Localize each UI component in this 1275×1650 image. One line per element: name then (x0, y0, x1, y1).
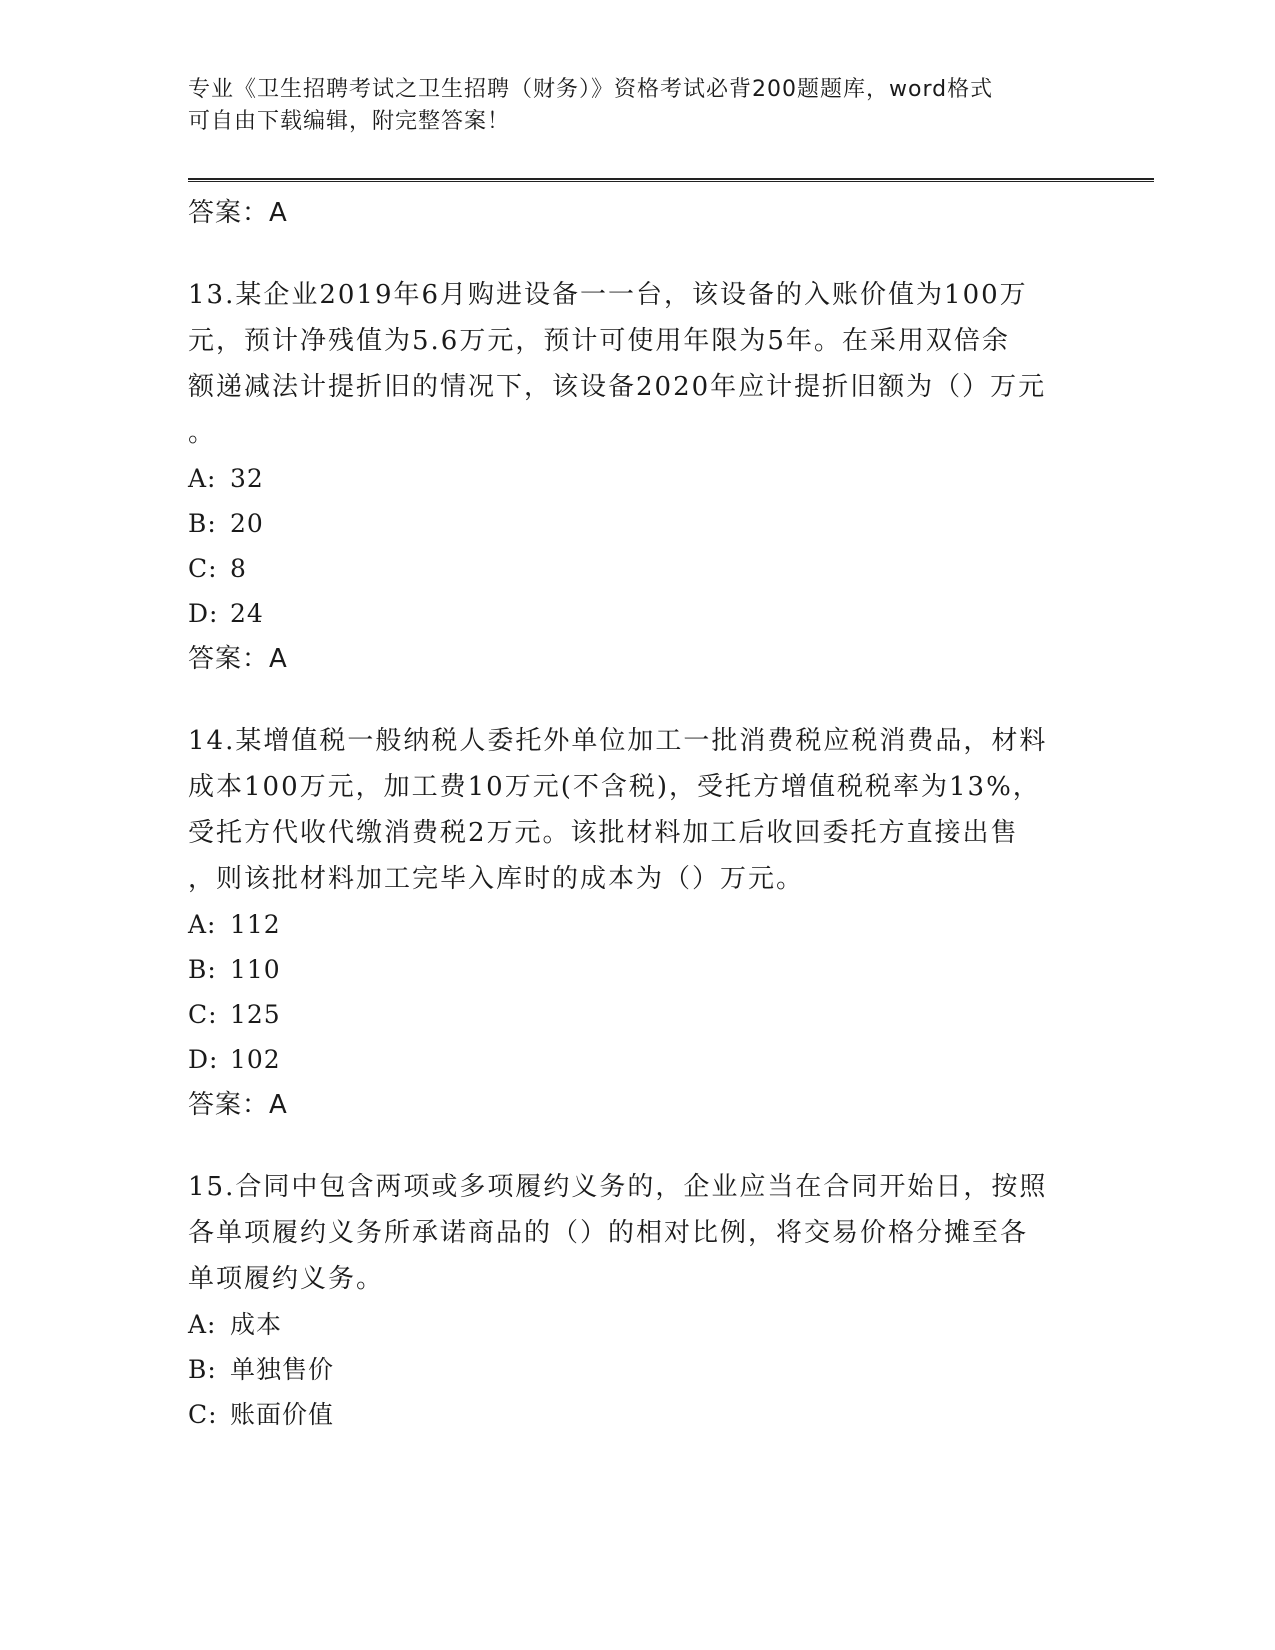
question-line: 成本100万元，加工费10万元(不含税)，受托方增值税税率为13%， (188, 772, 1041, 802)
question-line: 单项履约义务。 (188, 1264, 385, 1294)
question-line: 15.合同中包含两项或多项履约义务的，企业应当在合同开始日，按照 (188, 1172, 1048, 1202)
option-b (188, 501, 1078, 546)
option-letter: A: (188, 1310, 217, 1339)
header-line-2: 可自由下载编辑，附完整答案！ (188, 109, 511, 134)
question-block (188, 272, 1078, 682)
answer-label: 答案：A (188, 644, 288, 674)
option-letter: B: (188, 509, 217, 538)
option-text: 成本 (230, 1310, 283, 1339)
question-line: 元，预计净残值为5.6万元，预计可使用年限为5年。在采用双倍余 (188, 326, 1010, 356)
option-a (188, 902, 1078, 947)
answer-label: 答案：A (188, 1090, 288, 1120)
option-text: 112 (230, 910, 281, 939)
question-line: 各单项履约义务所承诺商品的（）的相对比例，将交易价格分摊至各 (188, 1218, 1029, 1248)
header-line-1: 专业《卫生招聘考试之卫生招聘（财务）》资格考试必背200题题库，word格式 (188, 77, 994, 102)
question-line: 额递减法计提折旧的情况下，该设备2020年应计提折旧额为（）万元 (188, 372, 1047, 402)
option-letter: D: (188, 599, 219, 628)
option-letter: A: (188, 464, 217, 493)
option-text: 24 (230, 599, 264, 628)
question-line: 13.某企业2019年6月购进设备一一台，该设备的入账价值为100万 (188, 280, 1028, 310)
option-d (188, 1037, 1078, 1082)
option-letter: D: (188, 1045, 219, 1074)
question-line: 。 (188, 418, 217, 448)
question-line: 受托方代收代缴消费税2万元。该批材料加工后收回委托方直接出售 (188, 818, 1019, 848)
question-block (188, 1164, 1078, 1437)
option-letter: B: (188, 955, 217, 984)
option-c (188, 992, 1078, 1037)
question-line: ，则该批材料加工完毕入库时的成本为（）万元。 (188, 864, 805, 894)
spacer (188, 1128, 1078, 1164)
option-b (188, 947, 1078, 992)
question-text (188, 718, 1078, 902)
option-text: 单独售价 (230, 1355, 335, 1384)
option-letter: C: (188, 1000, 218, 1029)
header-divider (188, 178, 1154, 182)
option-text: 8 (230, 554, 247, 583)
spacer (188, 236, 1078, 272)
question-block (188, 718, 1078, 1128)
option-c (188, 1392, 1078, 1437)
page-header (188, 74, 1088, 138)
option-text: 20 (230, 509, 264, 538)
question-text (188, 1164, 1078, 1302)
option-text: 110 (230, 955, 281, 984)
option-text: 32 (230, 464, 264, 493)
question-text (188, 272, 1078, 456)
option-b (188, 1347, 1078, 1392)
answer-label: 答案：A (188, 198, 288, 228)
question-line: 14.某增值税一般纳税人委托外单位加工一批消费税应税消费品，材料 (188, 726, 1048, 756)
option-c (188, 546, 1078, 591)
document-body (188, 190, 1078, 1437)
option-letter: C: (188, 554, 218, 583)
option-text: 账面价值 (230, 1400, 335, 1429)
option-text: 125 (230, 1000, 281, 1029)
option-letter: A: (188, 910, 217, 939)
option-letter: C: (188, 1400, 218, 1429)
option-letter: B: (188, 1355, 217, 1384)
option-a (188, 456, 1078, 501)
option-d (188, 591, 1078, 636)
option-a (188, 1302, 1078, 1347)
spacer (188, 682, 1078, 718)
option-text: 102 (230, 1045, 281, 1074)
